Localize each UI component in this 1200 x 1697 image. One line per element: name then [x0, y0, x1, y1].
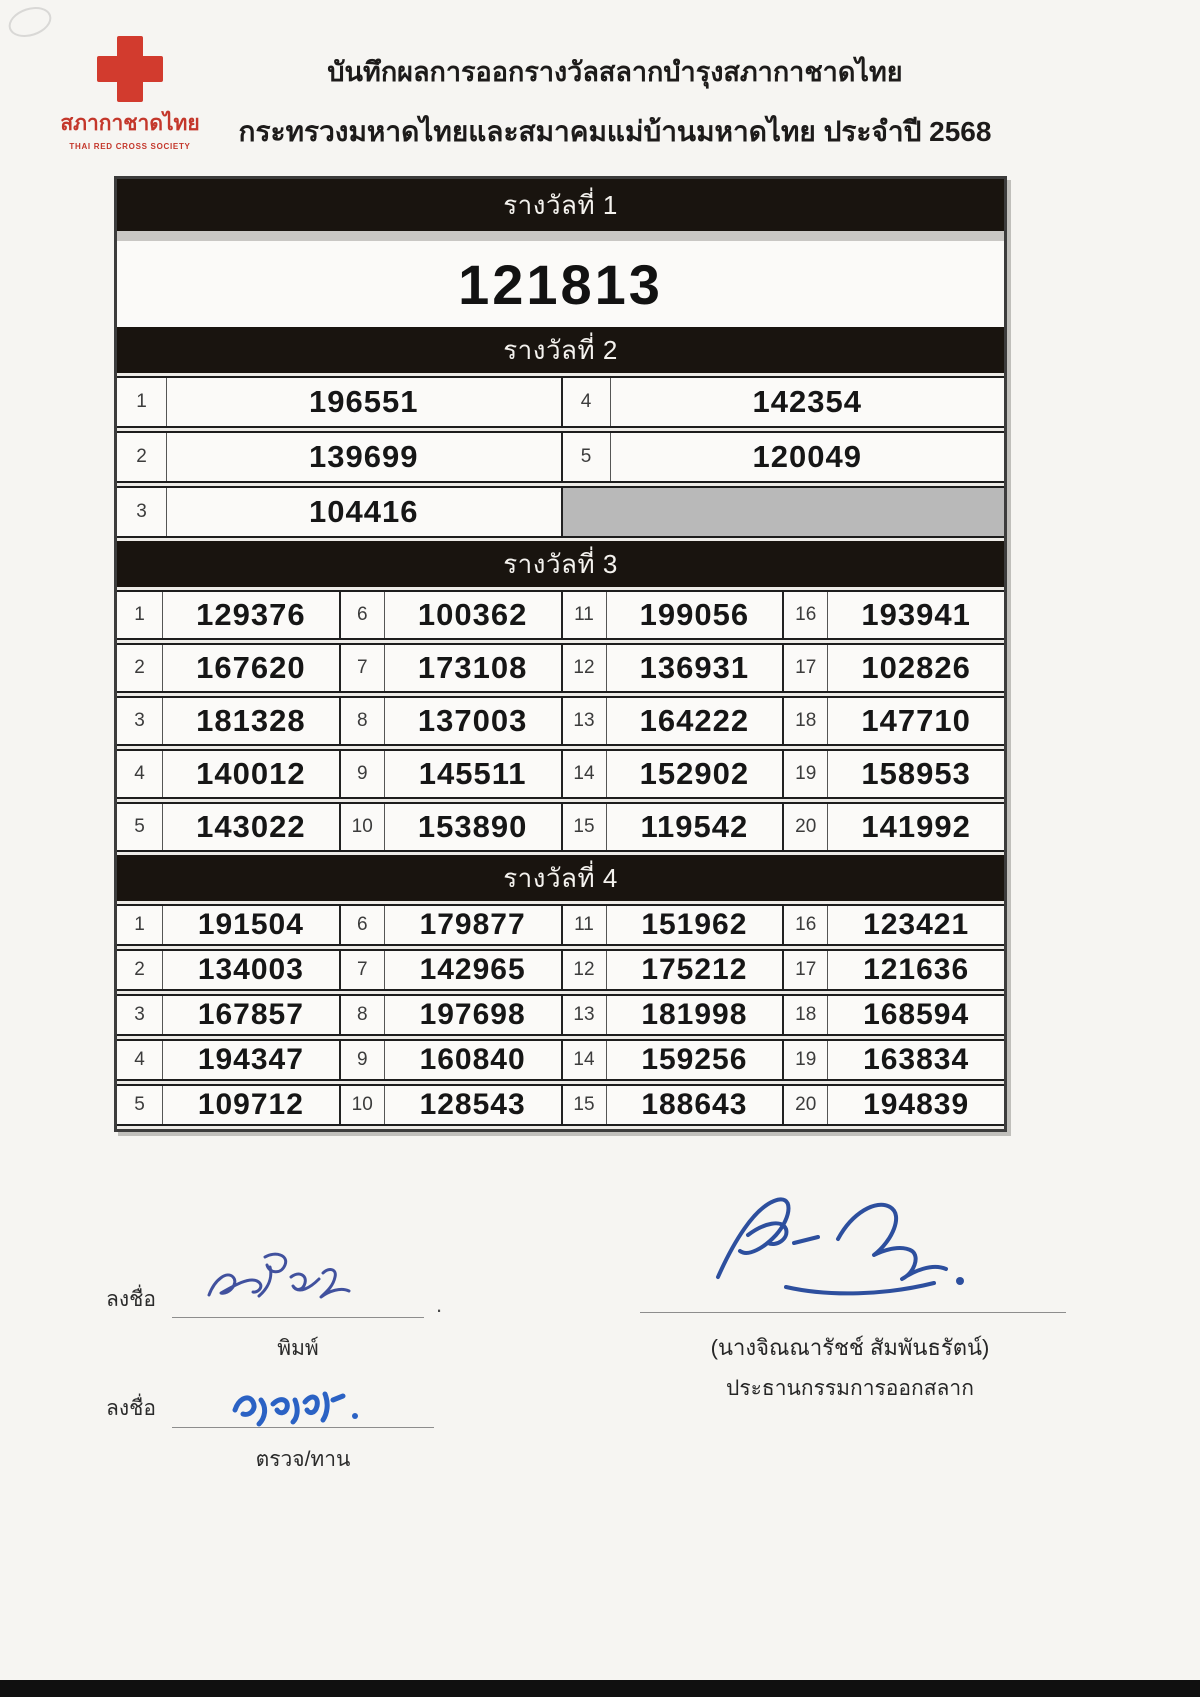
- winning-number: 175212: [641, 953, 748, 986]
- winning-number: 142354: [752, 384, 862, 419]
- row-index: 3: [117, 698, 163, 744]
- row-index: 4: [561, 378, 611, 426]
- winning-number: 179877: [419, 908, 526, 941]
- table-row: [117, 643, 1004, 693]
- row-index: 7: [339, 951, 385, 989]
- sign-caption-1: พิมพ์: [277, 1337, 319, 1360]
- row-index: 12: [561, 951, 607, 989]
- row-index: 7: [339, 645, 385, 691]
- winning-number: 167620: [196, 650, 306, 685]
- winning-number: 142965: [419, 953, 526, 986]
- prize1-winning-number: 121813: [117, 241, 1004, 327]
- row-index: 19: [782, 1041, 828, 1079]
- thai-red-cross-logo: [52, 36, 208, 151]
- table-row: [117, 486, 1004, 538]
- winning-number: 102826: [861, 650, 971, 685]
- winning-number: 143022: [196, 809, 306, 844]
- handwritten-signature-print: [195, 1243, 375, 1321]
- row-index: 9: [339, 1041, 385, 1079]
- row-index: 11: [561, 592, 607, 638]
- row-index: 2: [117, 951, 163, 989]
- signature-line-2: [172, 1427, 434, 1428]
- title-line-2: กระทรวงมหาดไทยและสมาคมแม่บ้านมหาดไทย ประจำปี 2568: [238, 116, 992, 147]
- winning-number: 119542: [640, 809, 749, 844]
- row-index: 3: [117, 488, 167, 536]
- winning-number: 196551: [309, 384, 419, 419]
- table-row: [117, 802, 1004, 852]
- winning-number: 193941: [861, 597, 971, 632]
- prize3-header-band: รางวัลที่ 3: [117, 541, 1004, 587]
- winning-number: 109712: [197, 1088, 304, 1121]
- winning-number: 164222: [639, 703, 750, 738]
- winning-number: 141992: [861, 809, 971, 844]
- row-index: 15: [561, 804, 607, 850]
- winning-number: 168594: [863, 998, 970, 1031]
- row-index: 2: [117, 433, 167, 481]
- winning-number: 173108: [417, 650, 528, 685]
- scan-edge-bar: [0, 1680, 1200, 1697]
- prize1-header-band: รางวัลที่ 1: [117, 179, 1004, 231]
- winning-number: 159256: [641, 1043, 748, 1076]
- winning-number: 120049: [752, 439, 862, 474]
- winning-number: 194347: [197, 1043, 304, 1076]
- document-title: [190, 50, 1040, 154]
- winning-number: 188643: [641, 1088, 748, 1121]
- table-row: [117, 949, 1004, 991]
- table-row: [117, 376, 1004, 428]
- row-index: 17: [782, 951, 828, 989]
- winning-number: 136931: [639, 650, 750, 685]
- signer-name: (นางจิณณารัชช์ สัมพันธรัตน์): [710, 1335, 990, 1360]
- sign-caption-2: ตรวจ/ทาน: [255, 1448, 351, 1471]
- winning-number: 139699: [309, 439, 419, 474]
- row-index: 18: [782, 698, 828, 744]
- winning-number: 134003: [197, 953, 304, 986]
- winning-number: 129376: [196, 597, 306, 632]
- table-row: [117, 590, 1004, 640]
- winning-number: 194839: [863, 1088, 970, 1121]
- winning-number: 128543: [419, 1088, 526, 1121]
- winning-number: 197698: [419, 998, 526, 1031]
- prize2-header-band: รางวัลที่ 2: [117, 327, 1004, 373]
- row-index: 13: [561, 996, 607, 1034]
- row-index: 5: [117, 1086, 163, 1124]
- row-index: 6: [339, 592, 385, 638]
- row-index: 10: [339, 804, 385, 850]
- row-index: 8: [339, 698, 385, 744]
- scanner-smudge-mark: [5, 2, 55, 42]
- red-cross-icon: [97, 36, 163, 102]
- winning-number: 104416: [309, 494, 419, 529]
- table-row: [117, 994, 1004, 1036]
- signer-title: ประธานกรรมการออกสลาก: [726, 1377, 974, 1400]
- row-index: 14: [561, 751, 607, 797]
- winning-number: 153890: [417, 809, 528, 844]
- winning-number: 163834: [863, 1043, 970, 1076]
- winning-number: 100362: [417, 597, 528, 632]
- handwritten-signature-chairperson: [690, 1165, 1010, 1315]
- winning-number: 181998: [641, 998, 748, 1031]
- row-index: 10: [339, 1086, 385, 1124]
- prize4-header-band: รางวัลที่ 4: [117, 855, 1004, 901]
- lottery-results-table: [114, 176, 1007, 1132]
- table-row: [117, 904, 1004, 946]
- row-index: 3: [117, 996, 163, 1034]
- row-index: 11: [561, 906, 607, 944]
- prize4-rows: [117, 904, 1004, 1126]
- table-row: [117, 749, 1004, 799]
- winning-number: 151962: [641, 908, 748, 941]
- sign-label-1: ลงชื่อ: [106, 1288, 156, 1311]
- table-row: [117, 696, 1004, 746]
- row-index: 4: [117, 751, 163, 797]
- org-name-thai: สภากาชาดไทย: [60, 112, 200, 135]
- signature-line-1: [172, 1317, 424, 1318]
- winning-number: 123421: [863, 908, 970, 941]
- row-index: 17: [782, 645, 828, 691]
- table-row: [117, 431, 1004, 483]
- winning-number: 167857: [197, 998, 304, 1031]
- winning-number: 199056: [639, 597, 750, 632]
- row-index: 19: [782, 751, 828, 797]
- row-index: 16: [782, 906, 828, 944]
- divider-strip: [117, 231, 1004, 241]
- row-index: 2: [117, 645, 163, 691]
- winning-number: 160840: [419, 1043, 526, 1076]
- row-index: 15: [561, 1086, 607, 1124]
- winning-number: 140012: [196, 756, 306, 791]
- row-index: 5: [561, 433, 611, 481]
- row-index: 16: [782, 592, 828, 638]
- row-index: 4: [117, 1041, 163, 1079]
- row-index: 5: [117, 804, 163, 850]
- row-index: 6: [339, 906, 385, 944]
- prize3-rows: [117, 590, 1004, 852]
- winning-number: 137003: [417, 703, 528, 738]
- row-index: 1: [117, 378, 167, 426]
- signature-line-chairperson: [640, 1312, 1066, 1313]
- row-index: 13: [561, 698, 607, 744]
- sign-label-2: ลงชื่อ: [106, 1397, 156, 1420]
- winning-number: 181328: [196, 703, 306, 738]
- row-index: 20: [782, 1086, 828, 1124]
- winning-number: 121636: [863, 953, 970, 986]
- row-index: 1: [117, 592, 163, 638]
- winning-number: 152902: [639, 756, 750, 791]
- row-index: 9: [339, 751, 385, 797]
- winning-number: 191504: [197, 908, 304, 941]
- row-index: 18: [782, 996, 828, 1034]
- row-index: 12: [561, 645, 607, 691]
- winning-number: 145511: [418, 756, 527, 791]
- table-row: [117, 1039, 1004, 1081]
- table-row: [117, 1084, 1004, 1126]
- row-index: 8: [339, 996, 385, 1034]
- row-index: 1: [117, 906, 163, 944]
- prize2-rows: [117, 376, 1004, 538]
- ink-dot: .: [436, 1292, 443, 1317]
- winning-number: 158953: [861, 756, 971, 791]
- empty-cell: [561, 488, 1005, 536]
- row-index: 14: [561, 1041, 607, 1079]
- row-index: 20: [782, 804, 828, 850]
- org-name-english: THAI RED CROSS SOCIETY: [69, 142, 191, 151]
- title-line-1: บันทึกผลการออกรางวัลสลากบำรุงสภากาชาดไทย: [327, 57, 903, 87]
- winning-number: 147710: [861, 703, 971, 738]
